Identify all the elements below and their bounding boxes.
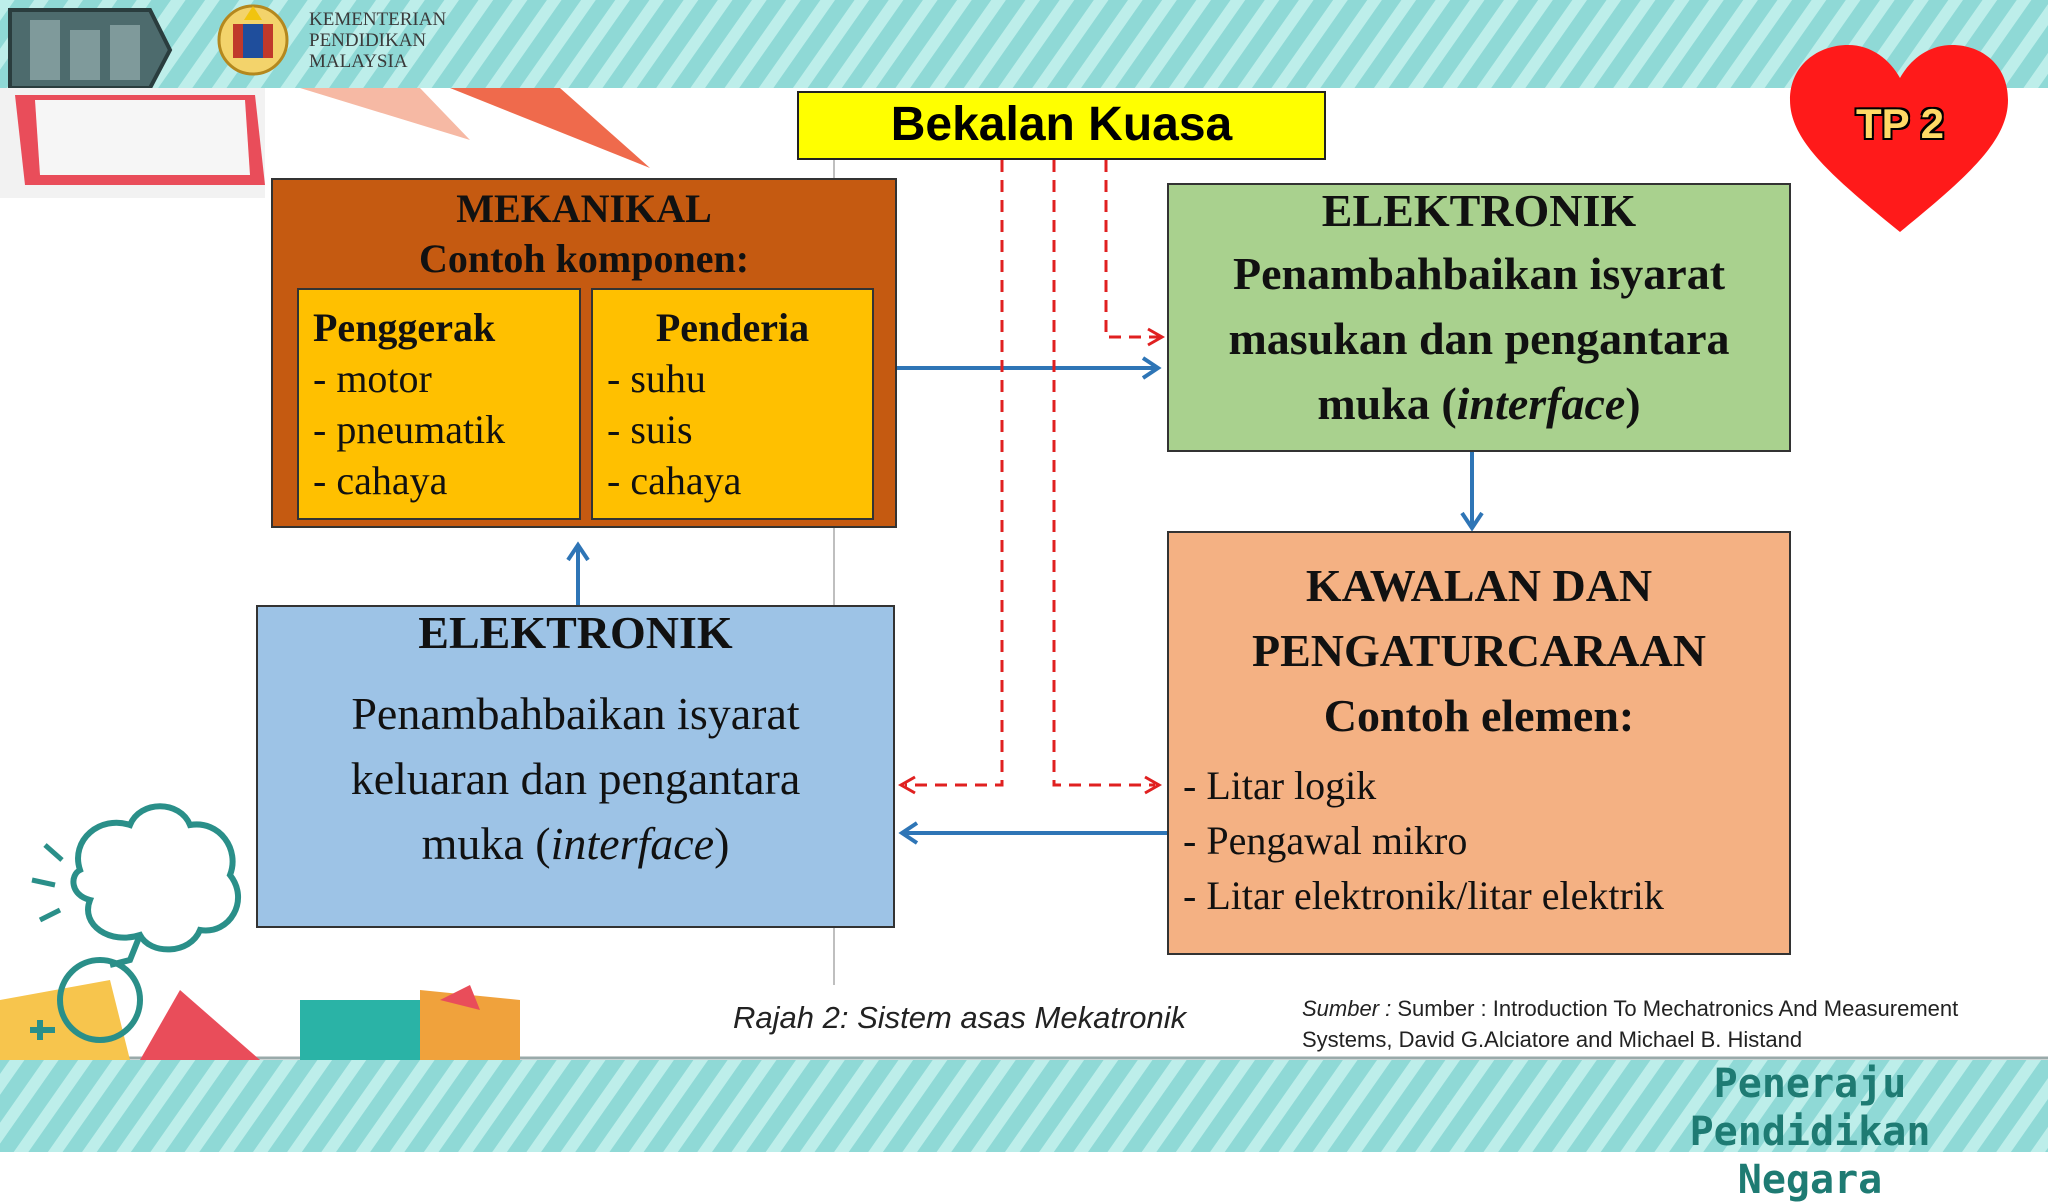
ministry-line: PENDIDIKAN [309,30,427,51]
elektronik-output-title: ELEKTRONIK [418,607,733,658]
motto [1590,1060,2030,1204]
source-citation [1302,993,2022,1055]
decor-pen [450,88,650,168]
mekanikal-box [271,178,897,528]
elektronik-input-line: muka (interface) [1317,378,1641,429]
elektronik-input-desc [1169,241,1789,436]
idea-cloud-icon [30,806,238,1040]
kawalan-item: - Litar logik [1183,763,1377,808]
kawalan-item: - Litar elektronik/litar elektrik [1183,873,1664,918]
power-supply-box: Bekalan Kuasa [797,91,1326,160]
penderia-item: - cahaya [607,458,742,503]
elektronik-input-line: masukan dan pengantara [1228,313,1730,364]
penggerak-item: - pneumatik [313,407,506,452]
top-banner [0,0,2048,88]
mekanikal-subtitle: Contoh komponen: [418,236,750,281]
penderia-item: - suis [607,407,693,452]
ministry-line: MALAYSIA [309,51,408,72]
interface-term: interface [1456,378,1626,429]
elektronik-output-line: keluaran dan pengantara [350,753,801,804]
mekanikal-title [273,184,895,284]
mekanikal-heading: MEKANIKAL [456,186,712,231]
arrows-dashed [905,160,1160,785]
penggerak-box [297,288,581,520]
decor-book-bottom [300,1000,420,1060]
ministry-name [309,9,446,72]
figure-caption: Rajah 2: Sistem asas Mekatronik [733,1000,1187,1035]
kawalan-subtitle: Contoh elemen: [1323,690,1635,741]
penderia-box [591,288,874,520]
elektronik-input-line: Penambahbaikan isyarat [1232,248,1726,299]
source-label: Sumber : [1302,996,1392,1021]
motto-line: Negara [1737,1157,1883,1203]
elektronik-input-title: ELEKTRONIK [1321,185,1637,236]
kawalan-title-line: PENGATURCARAAN [1251,625,1707,676]
kawalan-title-line: KAWALAN DAN [1305,560,1653,611]
tp-badge: TP 2 [1856,100,1944,147]
ministry-line: KEMENTERIAN [309,9,447,30]
penggerak-title: Penggerak [313,305,496,350]
kawalan-item: - Pengawal mikro [1183,818,1468,863]
penderia-item: - suhu [607,356,706,401]
kawalan-box [1167,531,1791,955]
elektronik-input-box [1167,183,1791,452]
elektronik-output-line: muka (interface) [421,818,730,869]
source-text: Sumber : Introduction To Mechatronics And Measurement Systems, David G.Alciatore and Michael B. Histand [1302,996,1959,1052]
elektronik-output-box [256,605,895,928]
elektronik-output-line: Penambahbaikan isyarat [351,688,800,739]
interface-term: interface [550,818,715,869]
kawalan-title [1169,553,1789,748]
coat-of-arms-icon [219,6,287,74]
kawalan-list [1169,758,1789,923]
penggerak-item: - motor [313,356,432,401]
penderia-title: Penderia [655,305,810,350]
elektronik-output-desc [258,681,893,876]
penggerak-item: - cahaya [313,458,448,503]
motto-line: Peneraju Pendidikan [1689,1061,1931,1155]
